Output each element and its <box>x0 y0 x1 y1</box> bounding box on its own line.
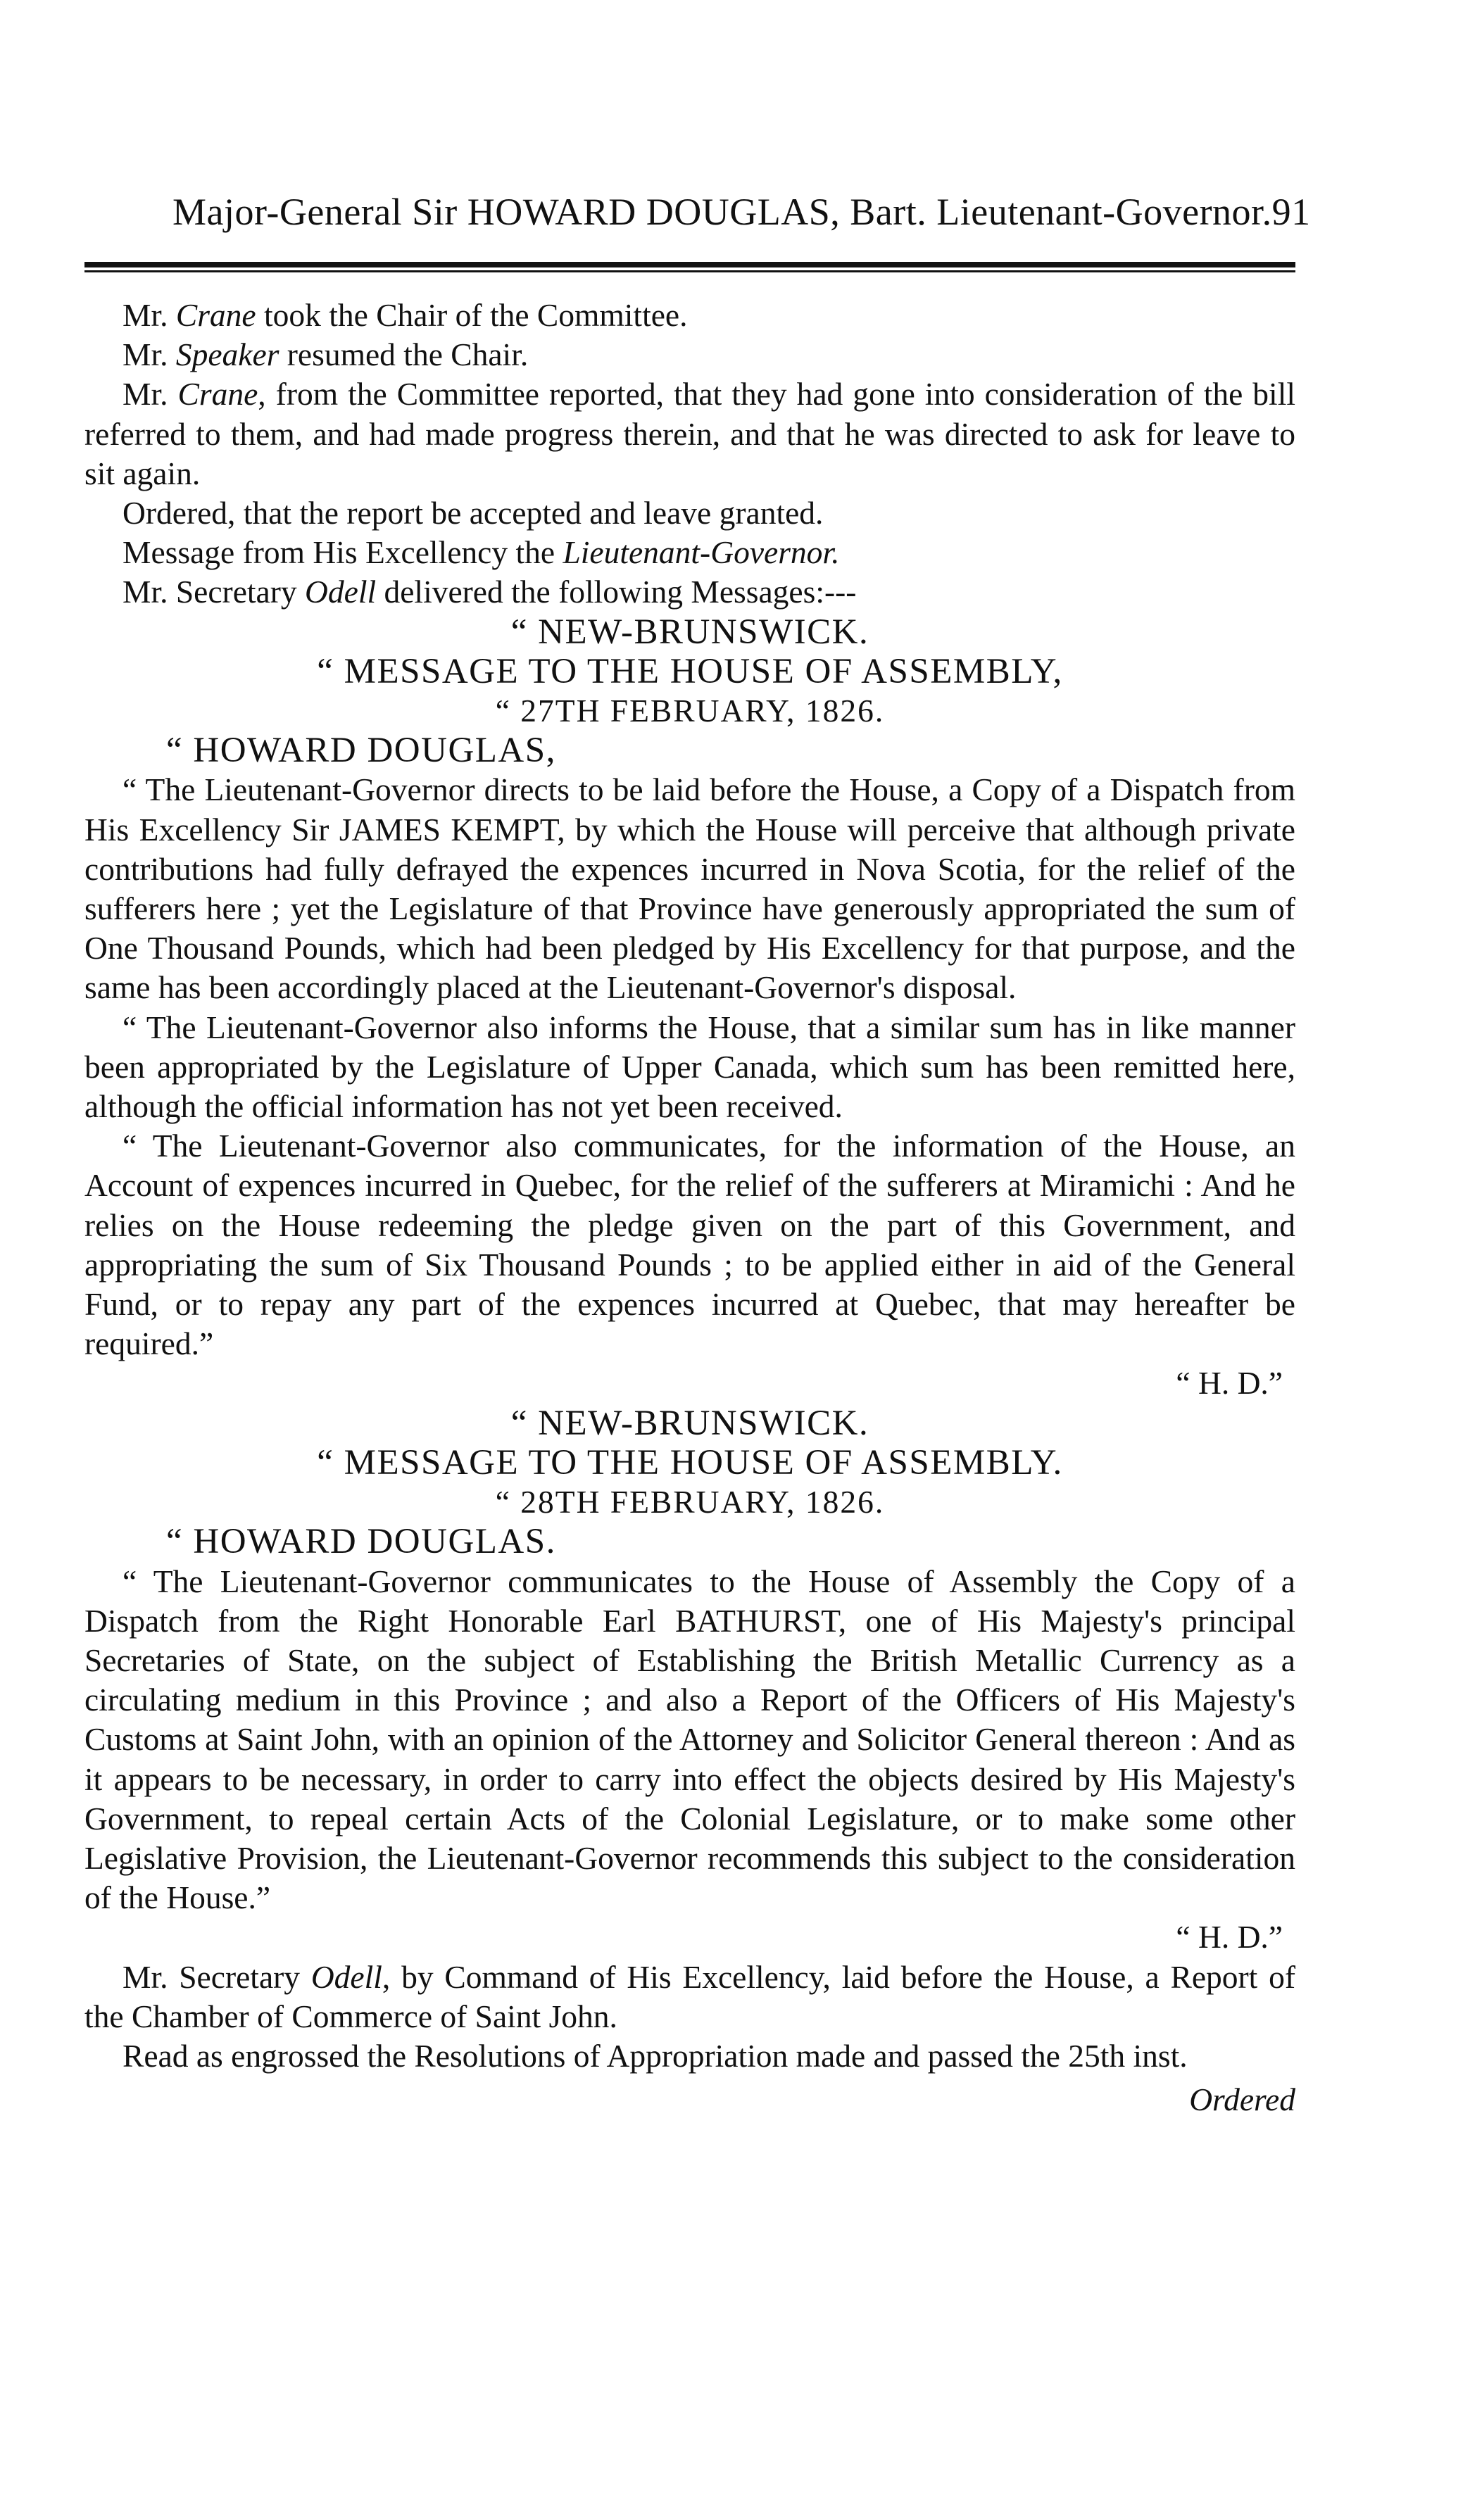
text: , by Command of His Excellency, laid before the House, a Report of the Chamber of Commerce of Saint John. <box>84 1958 1295 2034</box>
text: Mr. <box>122 336 176 373</box>
message-1-paragraph-2: “ The Lieutenant-Governor also informs the House, that a similar sum has in like manner been appropriated by the Legislature of Upper Canada, which sum has been remitted here, although the official information has not yet been received. <box>84 1009 1295 1125</box>
paragraph-resolutions: Read as engrossed the Resolutions of Appropriation made and passed the 25th inst. <box>122 2037 1188 2074</box>
paragraph-chair <box>84 296 1295 335</box>
message-1-paragraph-3: “ The Lieutenant-Governor also communicates, for the information of the House, an Account of expences incurred in Quebec, for the relief of the sufferers at Miramichi : And he relies on the House redeeming the pledge given on the part of this Government, and appropriating the sum of Six Thousand Pounds ; to be applied either in aid of the General Fund, or to repay any part of the expences incurred at Quebec, that may hereafter be required.” <box>84 1128 1295 1362</box>
text: took the Chair of the Committee. <box>256 297 688 333</box>
name-italic: Crane <box>175 297 256 333</box>
catchword: Ordered <box>1189 2081 1295 2118</box>
name-italic: Odell <box>305 574 377 610</box>
paragraph-chamber-of-commerce <box>84 1958 1295 2036</box>
message-1-signature: “ H. D.” <box>1176 1365 1283 1401</box>
header-rule-thick <box>84 262 1295 267</box>
paragraph-ordered: Ordered, that the report be accepted and leave granted. <box>122 495 824 531</box>
running-title: Major-General Sir HOWARD DOUGLAS, Bart. Lieutenant-Governor. <box>172 191 1272 233</box>
running-header <box>172 190 1311 234</box>
paragraph-committee-report <box>84 374 1295 493</box>
page-body <box>84 296 1295 2119</box>
message-2-salutation: “ HOWARD DOUGLAS. <box>166 1522 556 1562</box>
message-1-heading: “ MESSAGE TO THE HOUSE OF ASSEMBLY, <box>317 651 1063 691</box>
header-rule-thin <box>84 270 1295 272</box>
text: delivered the following Messages:--- <box>376 574 857 610</box>
message-1-salutation: “ HOWARD DOUGLAS, <box>166 731 556 771</box>
title-italic: Lieutenant-Governor. <box>563 534 840 571</box>
message-2-place: “ NEW-BRUNSWICK. <box>510 1403 869 1443</box>
text: Mr. <box>122 376 178 412</box>
paragraph-speaker <box>84 335 1295 374</box>
message-1-date: “ 27TH FEBRUARY, 1826. <box>495 693 885 729</box>
name-italic: Crane <box>177 376 258 412</box>
text: resumed the Chair. <box>279 336 529 373</box>
paragraph-secretary <box>84 572 1295 612</box>
page-number: 91 <box>1271 191 1311 233</box>
message-2-date: “ 28TH FEBRUARY, 1826. <box>495 1484 885 1520</box>
text: Mr. <box>122 297 176 333</box>
text: Mr. Secretary <box>122 1958 311 1995</box>
name-italic: Odell <box>310 1958 382 1995</box>
name-italic: Speaker <box>175 336 279 373</box>
text: Message from His Excellency the <box>122 534 563 571</box>
message-2-signature: “ H. D.” <box>1176 1919 1283 1955</box>
message-1-paragraph-1: “ The Lieutenant-Governor directs to be laid before the House, a Copy of a Dispatch from His Excellency Sir JAMES KEMPT, by which the House will perceive that although private contributions had fully defrayed the expences incurred in Nova Scotia, for the relief of the sufferers here ; yet the Legislature of that Province have generously appropriated the sum of One Thousand Pounds, which had been pledged by His Excellency for that purpose, and the same has been accordingly placed at the Lieutenant-Governor's disposal. <box>84 771 1295 1006</box>
text: Mr. Secretary <box>122 574 306 610</box>
message-1-place: “ NEW-BRUNSWICK. <box>510 612 869 652</box>
message-2-paragraph-1: “ The Lieutenant-Governor communicates to the House of Assembly the Copy of a Dispatch from the Right Honorable Earl BATHURST, one of His Majesty's principal Secretaries of State, on the subject of Establishing the British Metallic Currency as a circulating medium in this Province ; and also a Report of the Officers of His Majesty's Customs at Saint John, with an opinion of the Attorney and Solicitor General thereon : And as it appears to be necessary, in order to carry into effect the objects desired by His Majesty's Government, to repeal certain Acts of the Colonial Legislature, or to make some other Legislative Provision, the Lieutenant-Governor recommends this subject to the consideration of the House.” <box>84 1563 1295 1916</box>
paragraph-message-intro <box>84 533 1295 572</box>
text: , from the Committee reported, that they had gone into consideration of the bill referred to them, and had made progress therein, and that he was directed to ask for leave to sit again. <box>84 376 1295 491</box>
message-2-heading: “ MESSAGE TO THE HOUSE OF ASSEMBLY. <box>317 1442 1063 1482</box>
